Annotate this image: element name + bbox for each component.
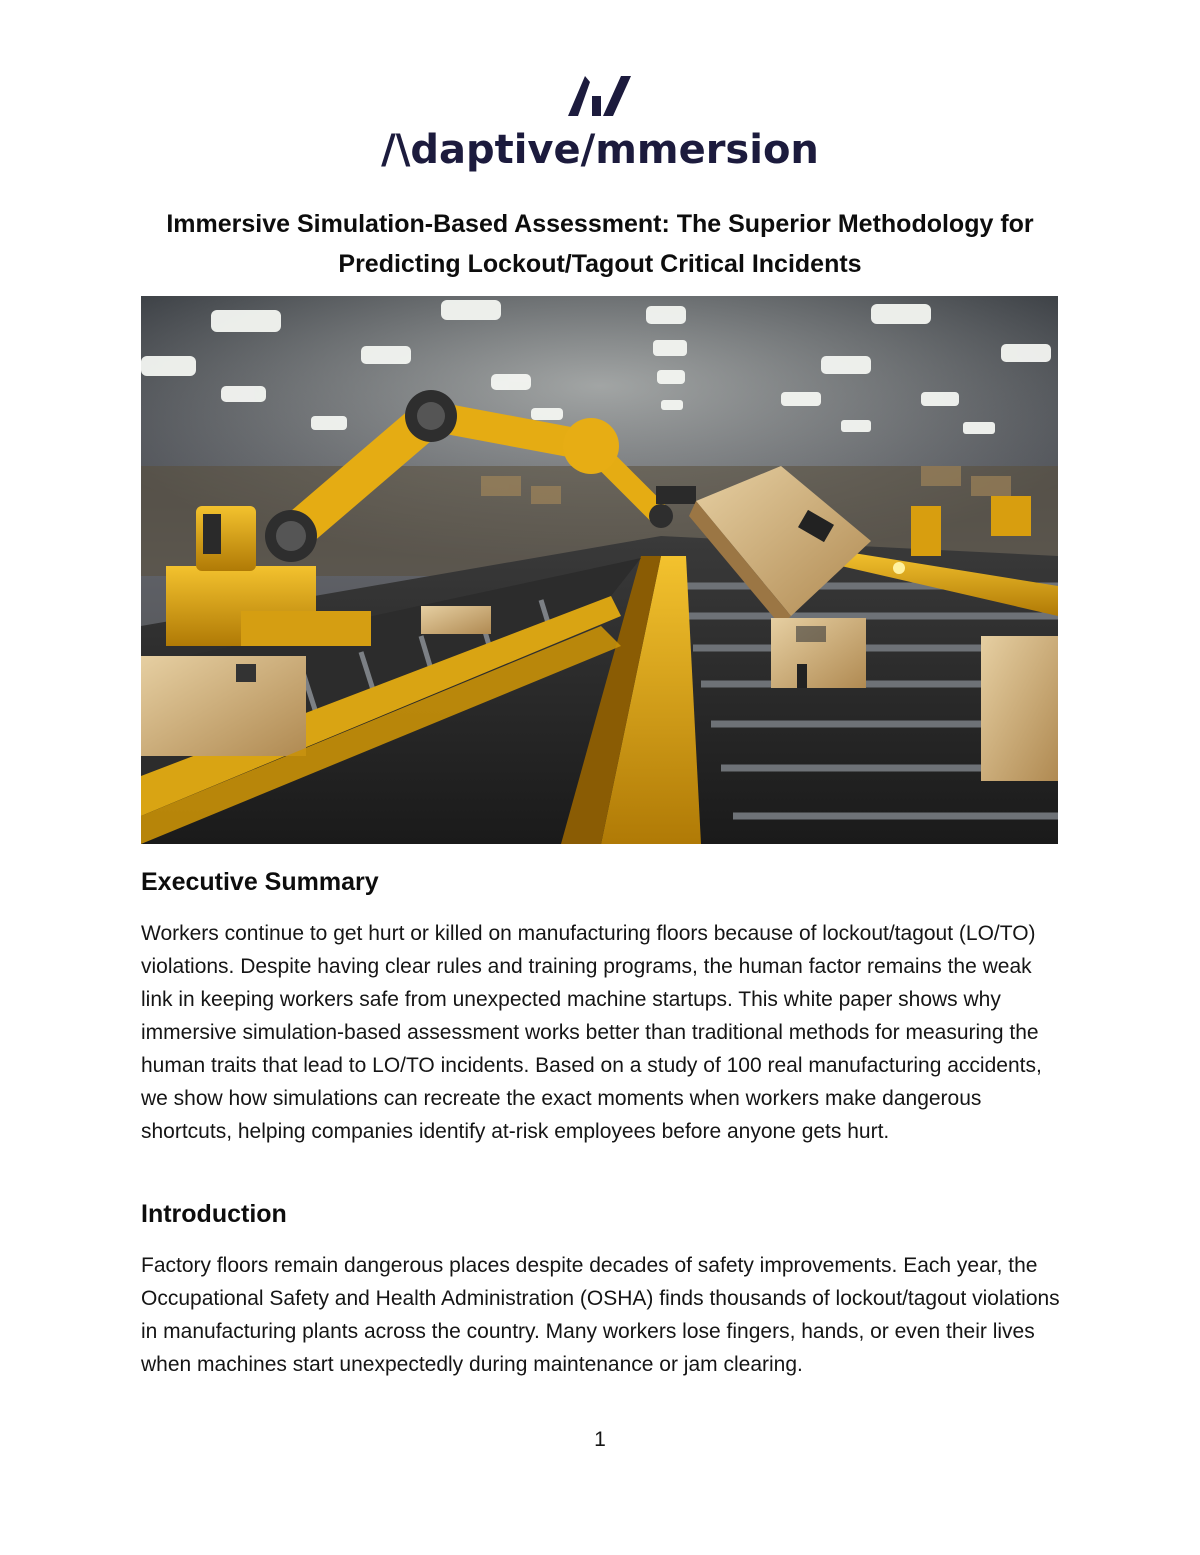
section-body-executive-summary: Workers continue to get hurt or killed on manufacturing floors because of lockout/tagout (LO/TO) violations. Despite having clear rules and training programs, the human factor remains the weak link in keeping workers safe from unexpected machine startups. This white paper shows why immersive simulation-based assessment works better than traditional methods for measuring the human traits that lead to LO/TO incidents. Based on a study of 100 real manufacturing accidents, we show how simulations can recreate the exact moments when workers make dangerous shortcuts, helping companies identify at-risk employees before anyone gets hurt. bbox=[141, 922, 1042, 1143]
document-title: Immersive Simulation-Based Assessment: The Superior Methodology for Predicting Lockout/Tagout Critical Incidents bbox=[166, 210, 1034, 278]
page-number: 1 bbox=[594, 1428, 606, 1451]
brand-wordmark: /\daptive/mmersion bbox=[381, 127, 819, 173]
section-body-introduction: Factory floors remain dangerous places despite decades of safety improvements. Each year, the Occupational Safety and Health Administration (OSHA) finds thousands of lockout/tagout violations in manufacturing plants across the country. Many workers lose fingers, hands, or even their lives when machines start unexpectedly during maintenance or jam clearing. bbox=[141, 1254, 1060, 1376]
adaptive-immersion-mark-icon bbox=[568, 76, 632, 116]
brand-logo bbox=[0, 76, 1200, 173]
section-heading-executive-summary: Executive Summary bbox=[141, 868, 379, 896]
section-heading-introduction: Introduction bbox=[141, 1200, 287, 1228]
robotic-arm-conveyor-warehouse-illustration bbox=[141, 296, 1058, 844]
